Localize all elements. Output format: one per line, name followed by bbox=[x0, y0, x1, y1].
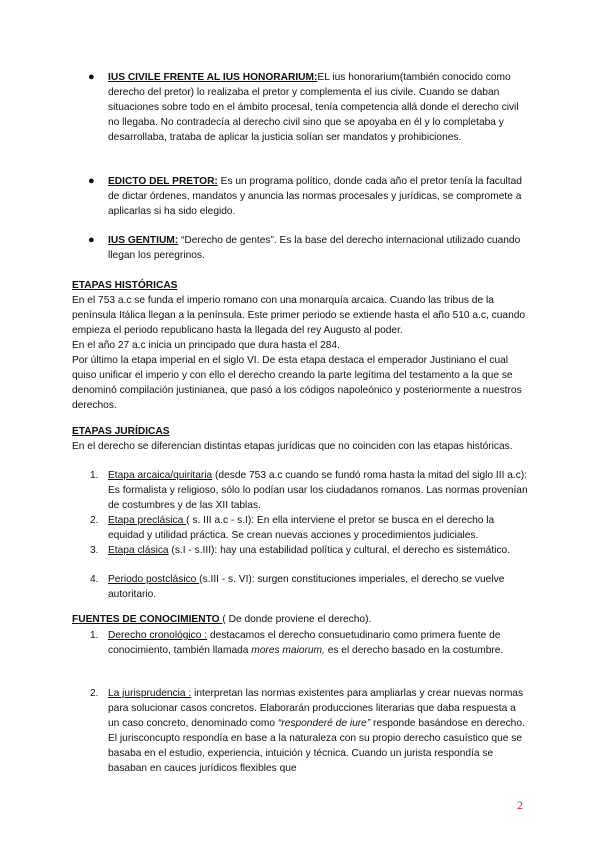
paragraph: En el derecho se diferencian distintas etapas jurídicas que no coinciden con las etapas históricas. bbox=[72, 441, 513, 452]
section-etapas-historicas bbox=[72, 278, 528, 413]
list-body: interpretan las normas existentes para ampliarlas y crear nuevas normas para solucionar casos concretos. Elaborarán producciones literarias que daba respuesta a un caso concreto, denominado como bbox=[108, 688, 524, 729]
bullet-body: EL ius honorarium(también conocido como derecho del pretor) lo realizaba el pretor y complementa el ius civile. Cuando se daban situaciones sobre todo en el ámbito procesal, tenía competencia allá donde el derecho civil no llegaba. No contradecía al derecho civil sino que se apoyaba en él y lo completaba y desarrollaba, trataba de aplicar la justicia solían ser mandatos y prohibiciones. bbox=[108, 72, 519, 143]
bullet-text bbox=[108, 70, 528, 145]
bullet-text bbox=[108, 233, 528, 263]
list-text bbox=[108, 572, 528, 602]
list-body: responde basándose en derecho. El jurisconcupto respondía en base a la naturaleza con su propio derecho casuístico que se basaba en el estudio, experiencia, intuición y técnica. Cuando un jurista respondía se basaban en cauces jurídicos flexibles que bbox=[108, 718, 525, 774]
bullet-heading: IUS GENTIUM: bbox=[108, 235, 179, 246]
list-number: 2. bbox=[90, 688, 99, 699]
list-body: (s.I - s.III): hay una estabilidad política y cultural, el derecho es sistemático. bbox=[168, 545, 511, 556]
list-text bbox=[108, 543, 528, 558]
list-number: 1. bbox=[90, 630, 99, 641]
list-body: ( s. III a.c - s.I): En ella interviene el pretor se busca en el derecho la equidad y utilidad práctica. Se crean nuevas acciones y procedimientos judiciales. bbox=[108, 515, 495, 541]
bullet-text bbox=[108, 174, 528, 219]
list-text bbox=[108, 513, 528, 543]
list-body: destacamos el derecho consuetudinario como primera fuente de conocimiento, también llamada bbox=[108, 630, 501, 656]
list-term: Periodo postclásico bbox=[108, 574, 200, 585]
paragraph: Por último la etapa imperial en el siglo VI. De esta etapa destaca el emperador Justiniano el cual quiso unificar el imperio y con ello el derecho creando la parte legítima del testamento a la que se denominó compilación justinianea, que pasó a los códigos napoleónico y posteriormente a nuestros derechos. bbox=[72, 355, 522, 411]
bullet-body: Es un programa político, donde cada año el pretor tenía la facultad de dictar órdenes, mandatos y anuncia las normas procesales y jurídicas, se compromete a aplicarlas si ha sido elegido. bbox=[108, 176, 522, 217]
section-title-line bbox=[72, 612, 528, 627]
list-body: (s.III - s. VI): surgen constituciones imperiales, el derecho se vuelve autoritario. bbox=[108, 574, 505, 600]
bullet-dot-icon: ● bbox=[88, 175, 95, 187]
list-term: Etapa preclásica bbox=[108, 515, 187, 526]
list-number: 1. bbox=[90, 470, 99, 481]
section-title: ETAPAS HISTÓRICAS bbox=[72, 280, 178, 291]
list-term: Derecho cronológico : bbox=[108, 630, 208, 641]
section-title: FUENTES DE CONOCIMIENTO bbox=[72, 614, 223, 625]
section-subtitle: ( De donde proviene el derecho). bbox=[222, 614, 372, 625]
list-italic: “responderé de iure” bbox=[277, 718, 371, 729]
bullet-ius-gentium bbox=[0, 233, 600, 263]
bullet-body: “Derecho de gentes”. Es la base del derecho internacional utilizado cuando llegan los peregrinos. bbox=[108, 235, 521, 261]
list-body: es el derecho basado en la costumbre. bbox=[324, 645, 504, 656]
paragraph: En el año 27 a.c inicia un principado que dura hasta el 284. bbox=[72, 340, 340, 351]
bullet-ius-civile bbox=[0, 70, 600, 160]
bullet-dot-icon: ● bbox=[88, 71, 95, 83]
list-text bbox=[108, 468, 528, 513]
list-term: Etapa clásica bbox=[108, 545, 169, 556]
bullet-dot-icon: ● bbox=[88, 234, 95, 246]
bullet-edicto-pretor bbox=[0, 174, 600, 220]
list-text bbox=[108, 686, 528, 776]
section-fuentes bbox=[72, 612, 528, 627]
list-text bbox=[108, 628, 528, 658]
page-number: 2 bbox=[517, 798, 523, 812]
list-term: La jurisprudencia : bbox=[108, 688, 192, 699]
list-number: 3. bbox=[90, 545, 99, 556]
section-etapas-juridicas bbox=[72, 424, 528, 454]
bullet-heading: EDICTO DEL PRETOR: bbox=[108, 176, 218, 187]
paragraph: En el 753 a.c se funda el imperio romano con una monarquía arcaica. Cuando las tribus de la península Itálica llegan a la península. Este primer periodo se extiende hasta el año 510 a.c, cuando empieza el periodo republicano hasta la llegada del rey Augusto al poder. bbox=[72, 295, 526, 336]
list-number: 4. bbox=[90, 574, 99, 585]
bullet-heading: IUS CIVILE FRENTE AL IUS HONORARIUM: bbox=[108, 72, 318, 83]
section-title: ETAPAS JURÍDICAS bbox=[72, 426, 170, 437]
list-italic: mores maiorum, bbox=[251, 645, 325, 656]
list-number: 2. bbox=[90, 515, 99, 526]
list-term: Etapa arcaica/quiritaria bbox=[108, 470, 213, 481]
list-body: (desde 753 a.c cuando se fundó roma hasta la mitad del siglo III a.c): Es formalista y religioso, sólo lo podían usar los ciudadanos romanos. Las normas provenían de costumbres y de las XII tablas. bbox=[108, 470, 528, 511]
